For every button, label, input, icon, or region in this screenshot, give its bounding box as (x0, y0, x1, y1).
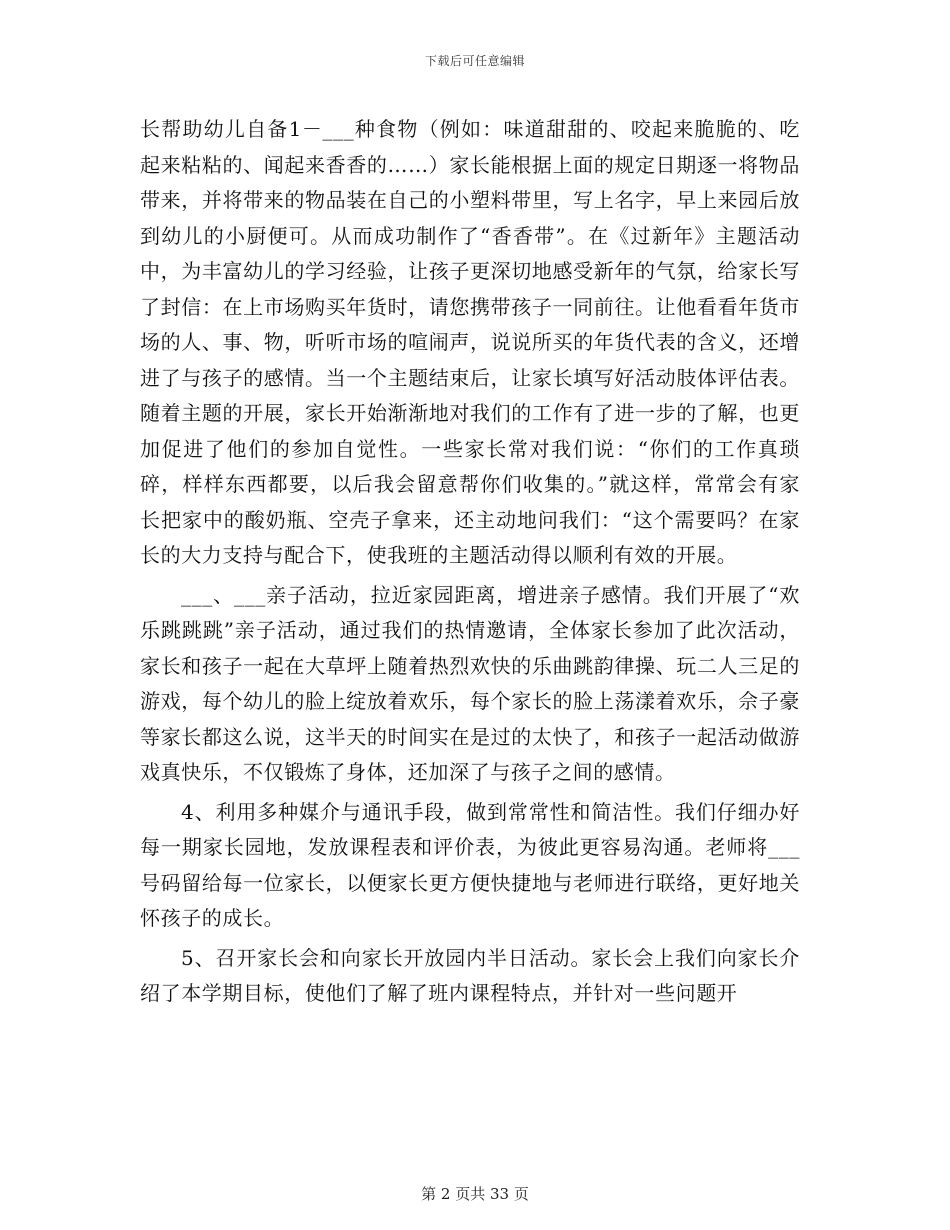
document-body (140, 112, 800, 1012)
paragraph-1: 长帮助幼儿自备1－___种食物（例如：味道甜甜的、咬起来脆脆的、吃起来粘粘的、闻起来香香的……）家长能根据上面的规定日期逐一将物品带来，并将带来的物品装在自己的小塑料带里，写上名字，早上来园后放到幼儿的小厨便可。从而成功制作了“香香带”。在《过新年》主题活动中，为丰富幼儿的学习经验，让孩子更深切地感受新年的气氛，给家长写了封信：在上市场购买年货时，请您携带孩子一同前往。让他看看年货市场的人、事、物，听听市场的喧闹声，说说所买的年货代表的含义，还增进了与孩子的感情。当一个主题结束后，让家长填写好活动肢体评估表。随着主题的开展，家长开始渐渐地对我们的工作有了进一步的了解，也更加促进了他们的参加自觉性。一些家长常对我们说：“你们的工作真琐碎，样样东西都要，以后我会留意帮你们收集的。”就这样，常常会有家长把家中的酸奶瓶、空壳子拿来，还主动地问我们：“这个需要吗？在家长的大力支持与配合下，使我班的主题活动得以顺利有效的开展。 (140, 117, 800, 567)
page-footer: 第 2 页共 33 页 (421, 1185, 529, 1203)
page-header: 下载后可任意编辑 (424, 54, 525, 68)
paragraph-2: ___、___亲子活动，拉近家园距离，增进亲子感情。我们开展了“欢乐跳跳跳”亲子活动，通过我们的热情邀请，全体家长参加了此次活动，家长和孩子一起在大草坪上随着热烈欢快的乐曲跳韵律操、玩二人三足的游戏，每个幼儿的脸上绽放着欢乐，每个家长的脸上荡漾着欢乐，佘子豪等家长都这么说，这半天的时间实在是过的太快了，和孩子一起活动做游戏真快乐，不仅锻炼了身体，还加深了与孩子之间的感情。 (140, 582, 800, 784)
paragraph-4: 5、召开家长会和向家长开放园内半日活动。家长会上我们向家长介绍了本学期目标，使他们了解了班内课程特点，并针对一些问题开 (140, 945, 800, 1005)
paragraph-3: 4、利用多种媒介与通讯手段，做到常常性和简洁性。我们仔细办好每一期家长园地，发放课程表和评价表，为彼此更容易沟通。老师将___号码留给每一位家长，以便家长更方便快捷地与老师进行联络，更好地关怀孩子的成长。 (140, 799, 800, 930)
